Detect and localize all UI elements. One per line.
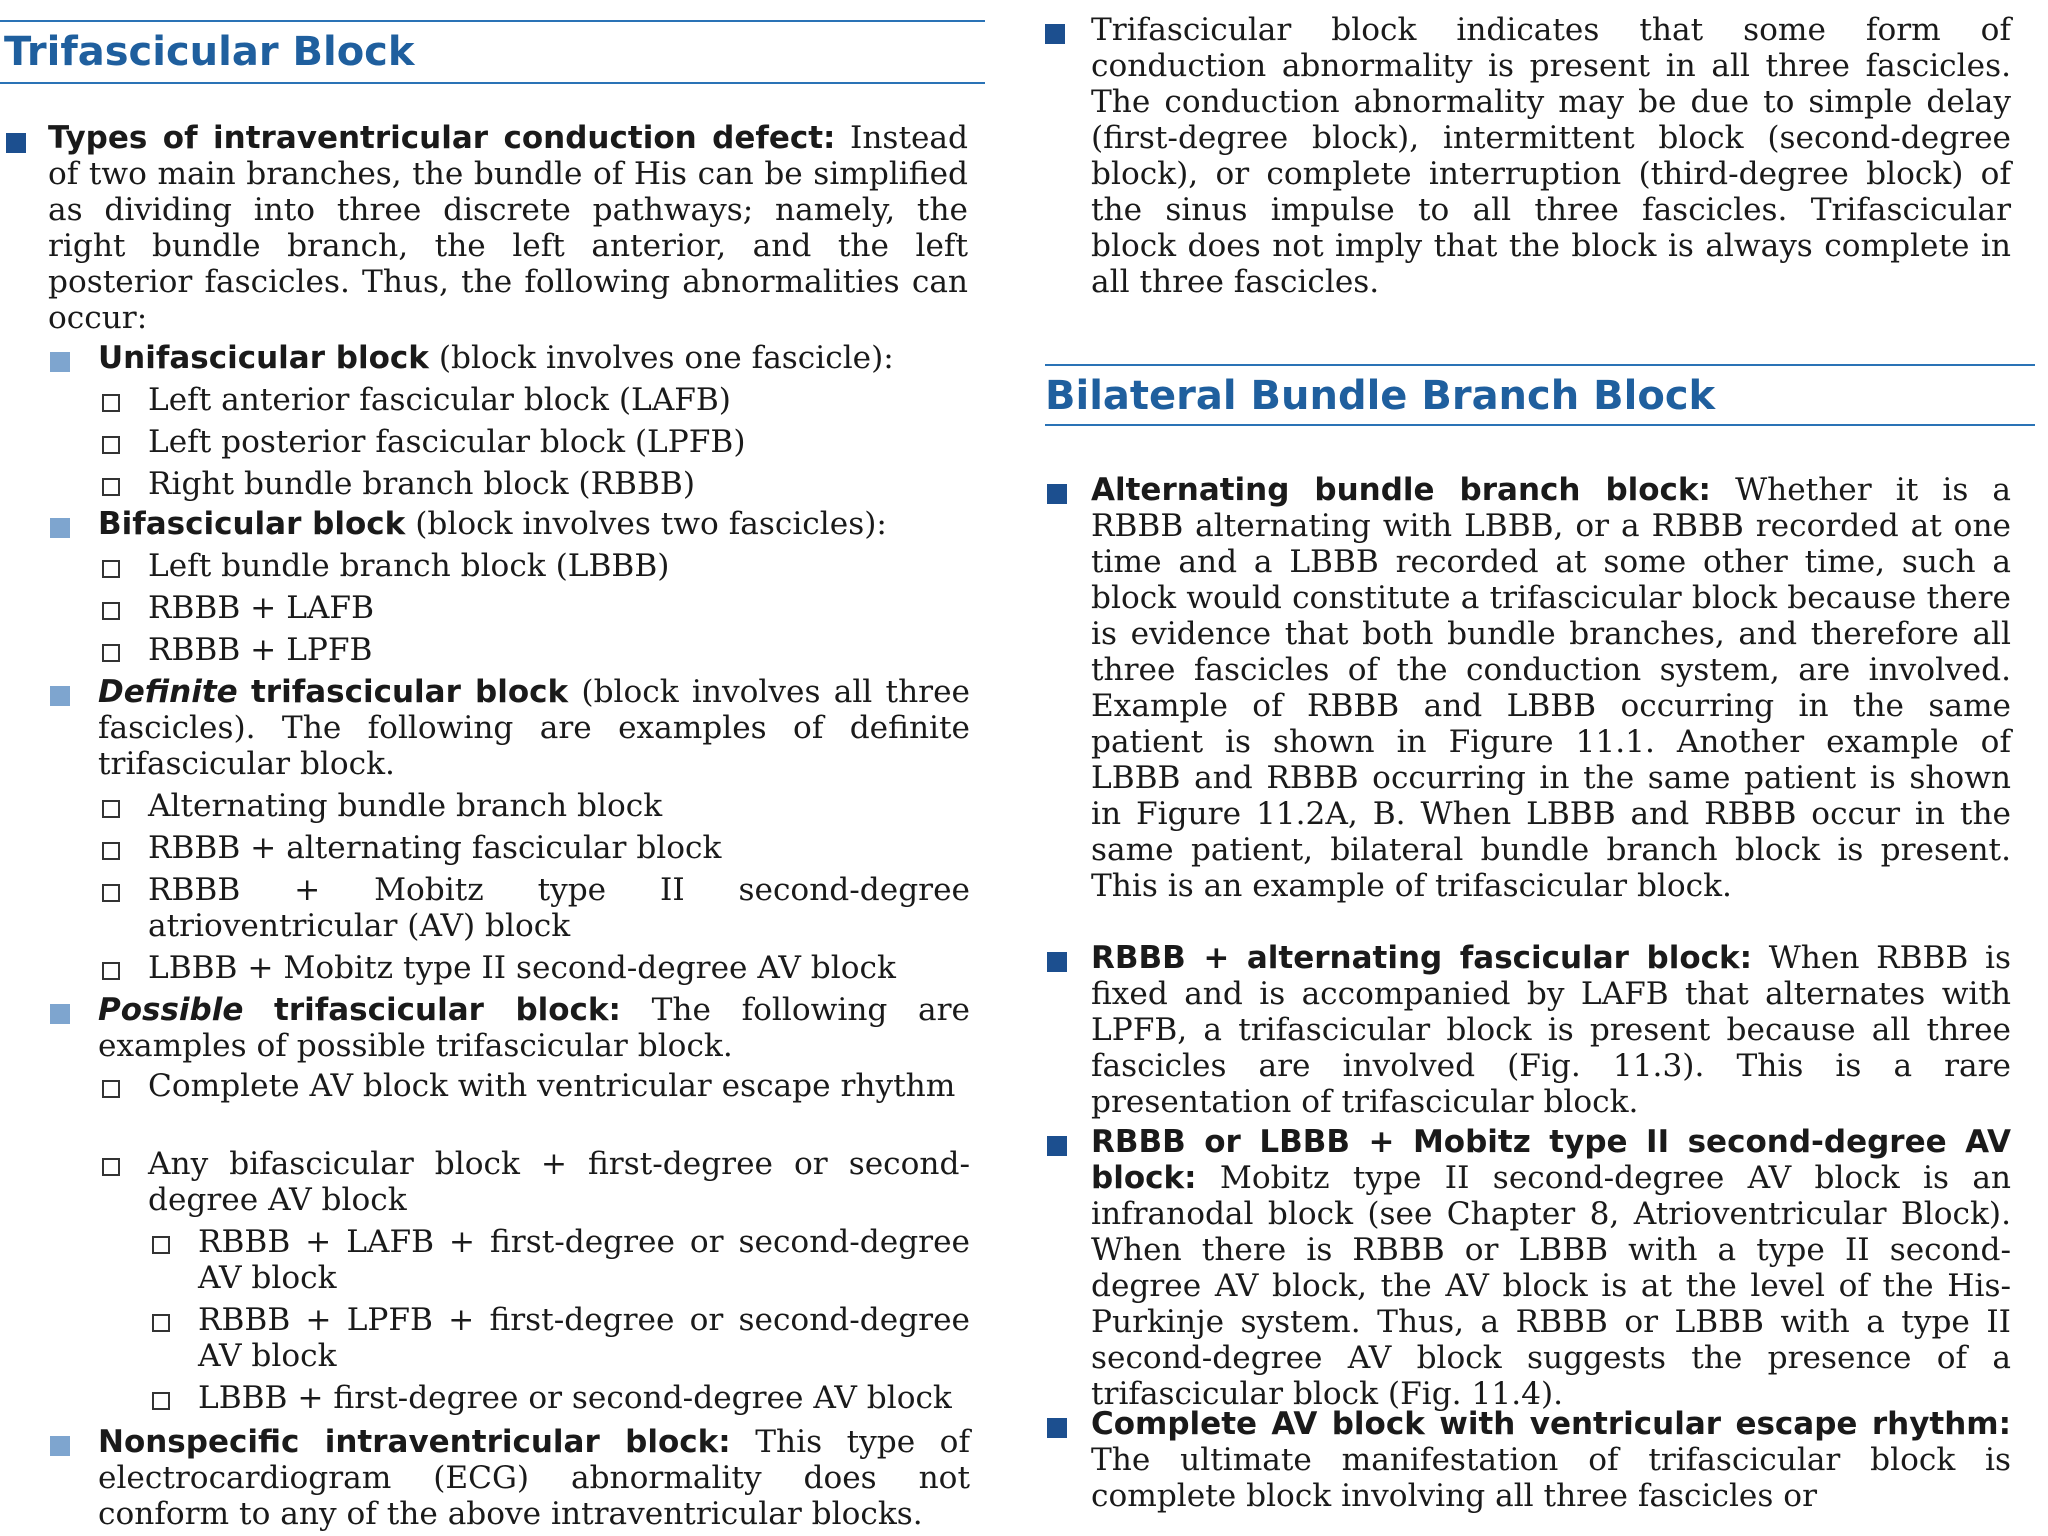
bifascicular-heading (98, 506, 887, 542)
complete-av-label: Complete AV block with ventricular escape rhythm: (1091, 1406, 2011, 1442)
unifascicular-label: Unifascicular block (98, 340, 429, 376)
mobitz-paragraph (1091, 1124, 2011, 1412)
rbbb-alternating-text: When RBBB is fixed and is accompanied by LAFB that alternates with LPFB, a trifascicular block is present because all three fascicles are involved (Fig. 11.3). This is a rare presentation of trifascicular block. (1091, 940, 2011, 1120)
list-item: LBBB + Mobitz type II second-degree AV block (148, 950, 896, 986)
bullet-square (1047, 952, 1067, 972)
definite-label: trifascicular block (250, 674, 569, 710)
rbbb-alternating-label: RBBB + alternating fascicular block: (1091, 940, 1753, 976)
sub-list-item: RBBB + LPFB + first-degree or second-degree AV block (198, 1302, 970, 1374)
possible-paragraph (98, 992, 970, 1064)
list-item: Any bifascicular block + first-degree or second-degree AV block (148, 1146, 970, 1218)
bullet-square (1047, 1136, 1067, 1156)
checkbox-bullet (102, 1158, 120, 1176)
checkbox-bullet (102, 436, 120, 454)
list-item: RBBB + alternating fascicular block (148, 830, 722, 866)
section-title-trifascicular: Trifascicular Block (4, 29, 415, 75)
definite-italic-label: Definite (98, 674, 238, 710)
possible-italic-label: Possible (98, 992, 244, 1028)
sub-list-item: LBBB + first-degree or second-degree AV block (198, 1380, 952, 1416)
types-text: Instead of two main branches, the bundle of His can be simplified as dividing into three discrete pathways; namely, the right bundle branch, the left anterior, and the left posterior fascicles. Thus, the following abnormalities can occur: (48, 120, 968, 336)
rbbb-alternating-paragraph (1091, 940, 2011, 1120)
list-item: Complete AV block with ventricular escape rhythm (148, 1068, 956, 1104)
alternating-text: Whether it is a RBBB alternating with LBBB, or a RBBB recorded at one time and a LBBB recorded at some other time, such a block would constitute a trifascicular block because there is evidence that both bundle branches, and therefore all three fascicles of the conduction system, are involved. Example of RBBB and LBBB occurring in the same patient is shown in Figure 11.1. Another example of LBBB and RBBB occurring in the same patient is shown in Figure 11.2A, B. When LBBB and RBBB occur in the same patient, bilateral bundle branch block is present. This is an example of trifascicular block. (1091, 472, 2012, 904)
bullet-square (50, 352, 70, 372)
checkbox-bullet (102, 644, 120, 662)
checkbox-bullet (102, 842, 120, 860)
checkbox-bullet (102, 478, 120, 496)
complete-av-paragraph (1091, 1406, 2011, 1514)
nonspecific-label: Nonspecific intraventricular block: (98, 1424, 731, 1460)
bifascicular-text: (block involves two fascicles): (415, 506, 887, 542)
checkbox-bullet (102, 560, 120, 578)
unifascicular-heading (98, 340, 894, 376)
checkbox-bullet (102, 1080, 120, 1098)
possible-text: The following are examples of possible trifascicular block. (98, 992, 970, 1064)
bullet-square (6, 133, 26, 153)
section-title-bilateral: Bilateral Bundle Branch Block (1045, 373, 1716, 419)
unifascicular-text: (block involves one fascicle): (438, 340, 894, 376)
list-item: Right bundle branch block (RBBB) (148, 466, 695, 502)
mobitz-text: Mobitz type II second-degree AV block is an infranodal block (see Chapter 8, Atrioventricular Block). When there is RBBB or LBBB with a type II second-degree AV block, the AV block is at the level of the His-Purkinje system. Thus, a RBBB or LBBB with a type II second-degree AV block suggests the presence of a trifascicular block (Fig. 11.4). (1091, 1160, 2012, 1412)
checkbox-bullet (102, 884, 120, 902)
list-item: Left posterior fascicular block (LPFB) (148, 424, 746, 460)
list-item: Left bundle branch block (LBBB) (148, 548, 670, 584)
complete-av-text: The ultimate manifestation of trifascicular block is complete block involving all three fascicles or (1091, 1442, 2011, 1514)
alternating-paragraph (1091, 472, 2011, 904)
mobitz-label: RBBB or LBBB + Mobitz type II second-degree AV block: (1091, 1124, 2011, 1196)
types-paragraph (48, 120, 968, 336)
title-rule-bottom (0, 82, 985, 84)
title-rule-bottom (1045, 424, 2035, 426)
definite-text: (block involves all three fascicles). The following are examples of definite trifascicular block. (98, 674, 970, 782)
list-item: Alternating bundle branch block (148, 788, 663, 824)
bifascicular-label: Bifascicular block (98, 506, 406, 542)
definite-paragraph (98, 674, 970, 782)
bullet-square (50, 686, 70, 706)
bullet-square (50, 1436, 70, 1456)
bullet-square (1045, 24, 1065, 44)
intro-paragraph: Trifascicular block indicates that some form of conduction abnormality is present in all three fascicles. The conduction abnormality may be due to simple delay (first-degree block), intermittent block (second-degree block), or complete interruption (third-degree block) of the sinus impulse to all three fascicles. Trifascicular block does not imply that the block is always complete in all three fascicles. (1091, 12, 2011, 300)
checkbox-bullet (152, 1236, 170, 1254)
checkbox-bullet (102, 800, 120, 818)
types-label: Types of intraventricular conduction defect: (48, 120, 836, 156)
checkbox-bullet (102, 962, 120, 980)
title-rule-top (0, 20, 985, 22)
checkbox-bullet (102, 394, 120, 412)
checkbox-bullet (152, 1392, 170, 1410)
nonspecific-text: This type of electrocardiogram (ECG) abnormality does not conform to any of the above intraventricular blocks. (98, 1424, 970, 1532)
checkbox-bullet (102, 602, 120, 620)
bullet-square (50, 1004, 70, 1024)
bullet-square (1047, 484, 1067, 504)
title-rule-top (1045, 364, 2035, 366)
possible-label: trifascicular block: (274, 992, 621, 1028)
list-item: Left anterior fascicular block (LAFB) (148, 382, 731, 418)
checkbox-bullet (152, 1314, 170, 1332)
bullet-square (1047, 1418, 1067, 1438)
nonspecific-paragraph (98, 1424, 970, 1532)
sub-list-item: RBBB + LAFB + first-degree or second-degree AV block (198, 1224, 970, 1296)
list-item: RBBB + Mobitz type II second-degree atrioventricular (AV) block (148, 872, 970, 944)
bullet-square (50, 518, 70, 538)
alternating-label: Alternating bundle branch block: (1091, 472, 1711, 508)
list-item: RBBB + LPFB (148, 632, 373, 668)
list-item: RBBB + LAFB (148, 590, 374, 626)
